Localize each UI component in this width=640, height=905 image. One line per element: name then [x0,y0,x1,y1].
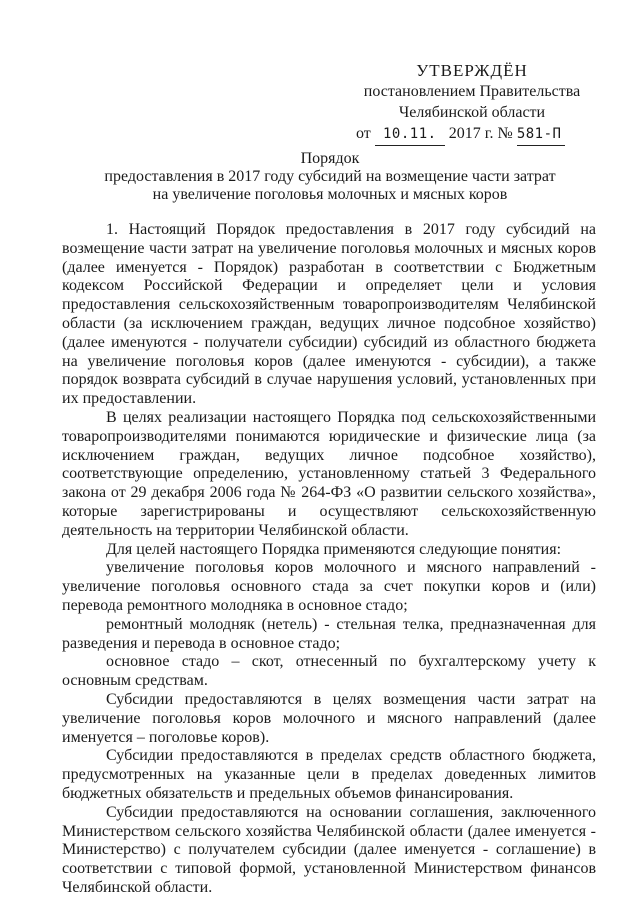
paragraph: Субсидии предоставляются на основании соглашения, заключенного Министерством сельского хозяйства Челябинской области (далее именуется - Министерство) с получателем субсидии (далее именуется - соглашение) в соответствии с типовой формой, установленной Министерством финансов Челябинской области. [62,803,596,896]
approval-stamp [352,60,592,146]
document-body [62,221,596,898]
paragraph: В целях реализации настоящего Порядка под сельскохозяйственными товаропроизводителями понимаются юридические и физические лица (за исключением граждан, ведущих личное подсобное хозяйство), соответствующие определению, установленному статьей 3 Федерального закона от 29 декабря 2006 года № 264-ФЗ «О развитии сельского хозяйства», которые зарегистрированы и осуществляют сельскохозяйственную деятельность на территории Челябинской области. [62,408,596,539]
paragraph: Для целей настоящего Порядка применяются следующие понятия: [106,540,562,558]
title-line-3: на увеличение поголовья молочных и мясных коров [152,186,508,203]
approval-title: УТВЕРЖДЁН [416,61,528,80]
approval-date-line [352,123,592,146]
paragraph: Субсидии предоставляются в пределах средств областного бюджета, предусмотренных на указанные цели в пределах доведенных лимитов бюджетных обязательств и предельных объемов финансирования. [62,747,596,802]
approval-line-1: постановлением Правительства [363,83,581,100]
approval-date: 10.11. [375,124,445,146]
approval-from: от [356,125,371,142]
paragraph: Субсидии предоставляются в целях возмещения части затрат на увеличение поголовья коров молочного и мясного направлений (далее именуется – поголовье коров). [62,690,596,746]
paragraph: увеличение поголовья коров молочного и мясного направлений - увеличение поголовья основного стада за счет покупки коров и (или) перевода ремонтного молодняка в основное стадо; [62,559,596,614]
document-title [60,150,600,204]
paragraph: 1. Настоящий Порядок предоставления в 2017 году субсидий на возмещение части затрат на увеличение поголовья молочных и мясных коров (далее именуется - Порядок) разработан в соответствии с Бюджетным кодексом Российской Федерации и определяет цели и условия предоставления сельскохозяйственным товаропроизводителям Челябинской области (за исключением граждан, ведущих личное подсобное хозяйство) (далее именуются - получатели субсидии) субсидий из областного бюджета на увеличение поголовья коров (далее именуются - субсидии), а также порядок возврата субсидий в случае нарушения условий, установленных при их предоставлении. [62,221,596,408]
title-line-2: предоставления в 2017 году субсидий на возмещение части затрат [104,168,556,185]
title-line-1: Порядок [300,150,360,167]
approval-line-2: Челябинской области [398,104,546,121]
approval-year: 2017 г. № [448,125,513,142]
paragraph: ремонтный молодняк (нетель) - стельная телка, предназначенная для разведения и перевода в основное стадо; [62,615,596,652]
paragraph: основное стадо – скот, отнесенный по бухгалтерскому учету к основным средствам. [62,653,596,690]
approval-number: 581-П [517,124,565,146]
